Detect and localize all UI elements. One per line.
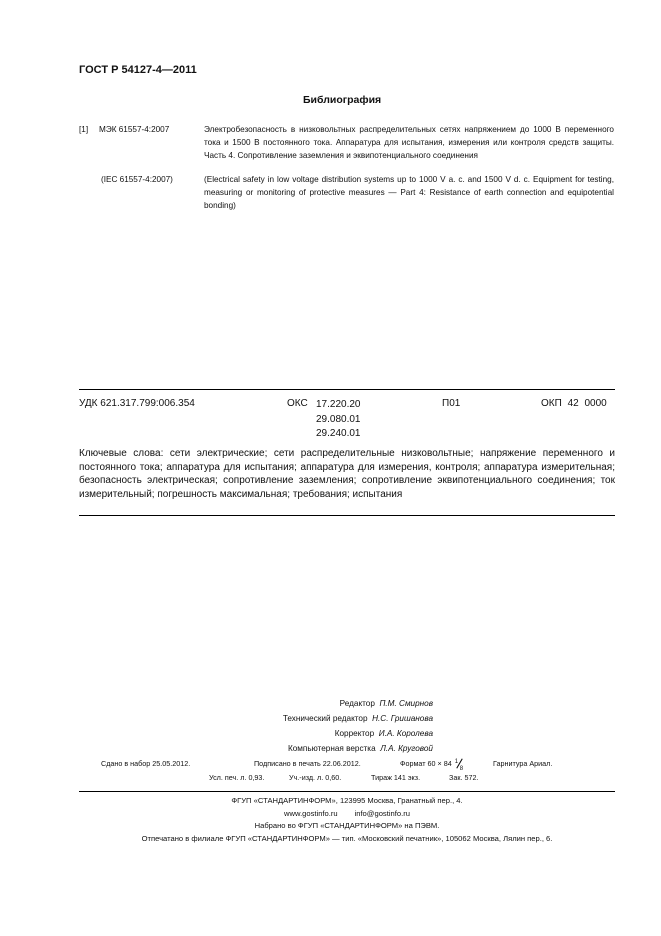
oks-codes — [316, 398, 361, 442]
footer — [79, 795, 615, 845]
imprint-typeface: Гарнитура Ариал. — [493, 759, 553, 768]
bibliography-entry-code-en: (IEC 61557-4:2007) — [101, 175, 173, 184]
oks-code: 17.220.20 — [316, 399, 361, 410]
imprint-order: Зак. 572. — [449, 773, 479, 782]
credit-editor: Редактор П.М. Смирнов — [339, 699, 433, 708]
footer-contacts — [79, 808, 615, 821]
footer-divider — [79, 791, 615, 792]
footer-typeset: Набрано во ФГУП «СТАНДАРТИНФОРМ» на ПЭВМ. — [254, 821, 440, 830]
imprint-sheets: Усл. печ. л. 0,93. — [209, 773, 265, 782]
imprint-run: Тираж 141 экз. — [371, 773, 421, 782]
oks-code: 29.080.01 — [316, 413, 361, 425]
okp-code: ОКП 42 0000 — [541, 398, 607, 409]
bibliography-entry-text-en: (Electrical safety in low voltage distribution systems up to 1000 V a. c. and 1500 V d. c. Equipment for testing, measuring or monitoring of protective measures — Part 4: Resistance of earth connection and equipotential bonding) — [204, 175, 614, 210]
oks-code: 29.240.01 — [316, 428, 361, 439]
footer-site: www.gostinfo.ru — [284, 808, 338, 818]
credit-corrector: Корректор И.А. Королева — [334, 729, 433, 738]
footer-printed: Отпечатано в филиале ФГУП «СТАНДАРТИНФОРМ» — тип. «Московский печатник», 105062 Москва, Лялин пер., 6. — [141, 833, 553, 843]
bibliography-entry-code-ru: МЭК 61557-4:2007 — [99, 125, 170, 134]
format-fraction: 1 8 — [454, 759, 464, 773]
keywords: Ключевые слова: сети электрические; сети распределительные низковольтные; напряжение переменного и постоянного тока; аппаратура для испытания; аппаратура для измерения, контроля; аппаратура измерительная; безопасность электрическая; сопротивление заземления; сопротивление эквипотенциального соединения; ток измерительный; погрешность максимальная; требования; испытания — [79, 448, 615, 500]
oks-label: ОКС — [287, 398, 308, 409]
footer-publisher: ФГУП «СТАНДАРТИНФОРМ», 123995 Москва, Гранатный пер., 4. — [231, 796, 463, 805]
credit-layout: Компьютерная верстка Л.А. Круговой — [287, 744, 433, 753]
divider-top — [79, 389, 615, 390]
standard-number: ГОСТ Р 54127-4—2011 — [79, 64, 197, 76]
divider-bottom — [79, 515, 615, 516]
imprint-format: Формат 60 × 84 1 8 — [400, 758, 466, 770]
credit-tech-editor: Технический редактор Н.С. Гришанова — [282, 714, 433, 723]
credits — [200, 696, 433, 756]
bibliography-title: Библиография — [303, 94, 382, 106]
bibliography-entry-text-ru: Электробезопасность в низковольтных распределительных сетях напряжением до 1000 В переменного тока и 1500 В постоянного тока. Аппаратура для испытания, измерения или контроля средств защиты. Часть 4. Сопротивление заземления и эквипотенциального соединения — [204, 125, 614, 160]
footer-email: info@gostinfo.ru — [354, 808, 410, 818]
imprint-submitted: Сдано в набор 25.05.2012. — [101, 759, 191, 768]
imprint-pub-sheets: Уч.-изд. л. 0,60. — [289, 773, 342, 782]
bibliography-entry-number: [1] — [79, 125, 89, 134]
udk-code: УДК 621.317.799:006.354 — [79, 398, 195, 409]
p-code: П01 — [442, 398, 461, 409]
imprint-signed: Подписано в печать 22.06.2012. — [254, 759, 361, 768]
